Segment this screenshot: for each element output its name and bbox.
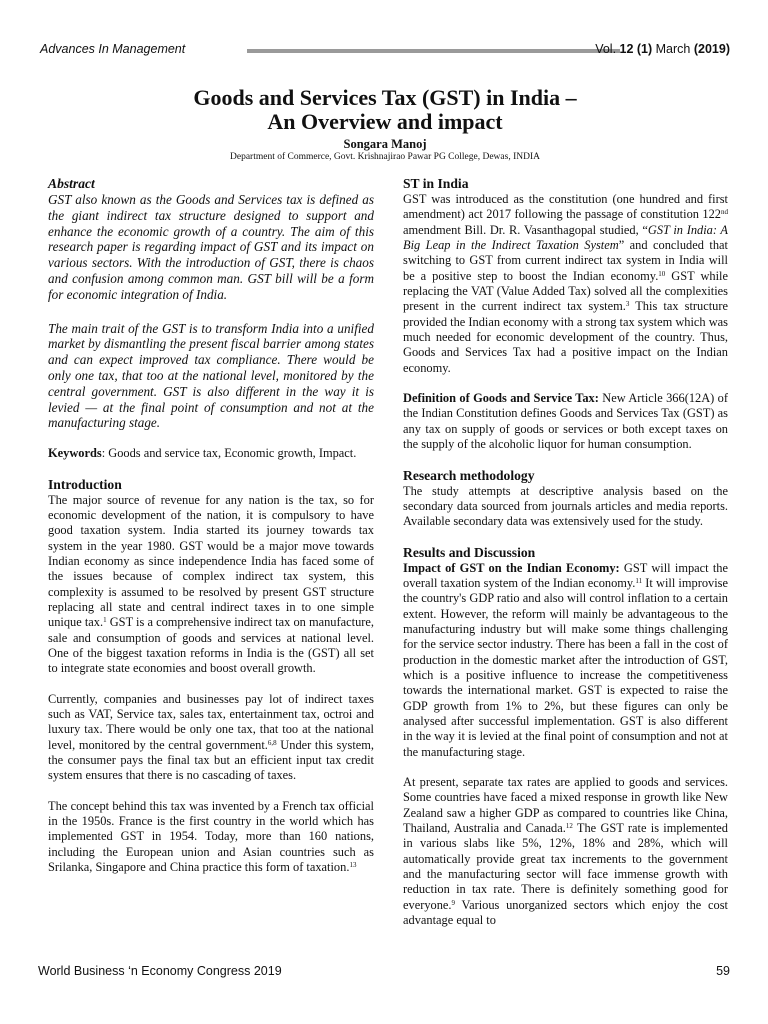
page-number: 59: [716, 964, 730, 978]
abstract-heading: Abstract: [48, 176, 95, 191]
volume-info: Vol. 12 (1) March (2019): [595, 42, 730, 56]
introduction-paragraph-1: The major source of revenue for any nation is the tax, so for economic development of the nation, it is compulsory to have good taxation system. India started its journey towards tax system in the year 1980. GST would be a major move towards Indian economy as since independence India has faced some of the issues because of complex indirect tax system, this complexity is assumed to be resolved by present GST structure replacing all state and central indirect taxes in to one simple unique tax.$^1$ GST is a comprehensive indirect tax on manufacture, sale and consumption of goods and services at national level. One of the biggest taxation reforms in India is the (GST) all set to integrate state economies and boost overall growth.: [48, 492, 374, 676]
introduction-paragraph-2: Currently, companies and businesses pay lot of indirect taxes such as VAT, Service tax, sales tax, entertainment tax, octroi and luxury tax. There would be only one tax, that too at the national level, monitored by the central government.$^{6,8}$ Under this system, the consumer pays the final tax but an efficient input tax credit system ensures that there is no cascading of taxes.: [48, 691, 375, 783]
abstract-paragraph-1: GST also known as the Goods and Services tax is defined as the giant indirect tax structure designed to support and enhance the economic growth of a country. The aim of this research paper is regarding impact of GST and its impact on various sectors. With the introduction of GST, there is chaos and confusion among common man. GST bill will be a form for economic integration of India.: [48, 192, 374, 302]
impact-label: Impact of GST on the Indian Economy:: [403, 560, 620, 575]
keywords-label: Keywords: [48, 446, 102, 461]
st-in-india-heading: ST in India: [403, 176, 469, 191]
footer-conference: World Business ‘n Economy Congress 2019: [38, 964, 282, 978]
research-methodology-paragraph: The study attempts at descriptive analysis based on the secondary data sourced from journals articles and media reports. Available secondary data was extensively used for the study.: [403, 483, 728, 529]
keywords: Keywords: Goods and service tax, Economic growth, Impact.: [48, 446, 357, 461]
journal-name: Advances In Management: [40, 42, 186, 56]
abstract-paragraph-2: The main trait of the GST is to transform India into a unified market by dismantling the present fiscal barrier among states and can expect improved tax compliance. There would be only one tax, that too at the national level, monitored by the central government. GST is also different in the way it is levied — at the final point of consumption and not at the manufacturing stage.: [48, 320, 374, 431]
introduction-heading: Introduction: [48, 476, 122, 492]
left-column: [48, 176, 374, 875]
paper-title: [60, 86, 710, 134]
st-in-india-paragraph: GST was introduced as the constitution (one hundred and first amendment) act 2017 following the passage of constitution 122nd amendment Bill. Dr. R. Vasanthagopal studied, “GST in India: A Big Leap in the Indirect Taxation System” and concluded that switching to GST from current indirect tax system in India will be a positive step to boost the Indian economy.$^{10}$ GST while replacing the VAT (Value Added Tax) solved all the complexities present in the current indirect tax system.$^3$ This tax structure provided the Indian economy with a strong tax system which was much needed for economic development of the country. Thus, Goods and Services Tax had a positive impact on the Indian economy.: [403, 192, 728, 375]
author-name: Songara Manoj: [343, 137, 427, 151]
author-affiliation: Department of Commerce, Govt. Krishnajirao Pawar PG College, Dewas, INDIA: [230, 152, 540, 162]
definition-label: Definition of Goods and Service Tax:: [403, 391, 599, 406]
results-discussion-heading: Results and Discussion: [403, 544, 536, 560]
page-footer: [38, 964, 730, 982]
tax-rates-paragraph: At present, separate tax rates are applied to goods and services. Some countries have faced a mixed response in growth like New Zealand saw a higher GDP as compared to countries like China, Thailand, Australia and Canada.$^{12}$ The GST rate is implemented in various slabs like 5%, 12%, 18% and 28%, which will automatically provide great tax increments to the government and the manufacturing sector will face immense growth with reduction in tax rate. There is definitely something good for everyone.$^9$ Various unorganized sectors which enjoy the cost advantage equal to: [403, 775, 728, 928]
page-header: [40, 42, 730, 60]
header-divider: [247, 49, 620, 53]
title-line-1: Goods and Services Tax (GST) in India –: [193, 85, 577, 110]
gst-definition: Definition of Goods and Service Tax: New Article 366(12A) of the Indian Constitution defines Goods and Services Tax (GST) as any tax on supply of goods or services or both except taxes on the supply of the alcoholic liquor for human consumption.: [403, 391, 728, 452]
title-line-2: An Overview and impact: [267, 109, 503, 134]
research-methodology-heading: Research methodology: [403, 467, 535, 483]
impact-paragraph: Impact of GST on the Indian Economy: GST will impact the overall taxation system of the Indian economy.$^{11}$ It will improvise the country's GDP ratio and also will control inflation to a certain extent. However, the reform will mainly be advantageous to the manufacturing industry but will make some things challenging for the service sector industry. There has been a fall in the cost of production in the domestic market after the introduction of GST, which is a positive influence to increase the competitiveness towards the international market. GST is expected to raise the GDP growth from 1% to 2%, but these figures can only be analysed after successful implementation. GST is also different in the way it is levied at the final point of consumption and not at the manufacturing stage.: [403, 560, 728, 759]
introduction-paragraph-3: The concept behind this tax was invented by a French tax official in the 1950s. France is the first country in the world which has implemented GST in 1954. Today, more than 160 nations, including the European union and Asian countries such as Srilanka, Singapore and China practice this form of taxation.$^{13}$: [48, 798, 374, 875]
right-column: [403, 176, 728, 928]
